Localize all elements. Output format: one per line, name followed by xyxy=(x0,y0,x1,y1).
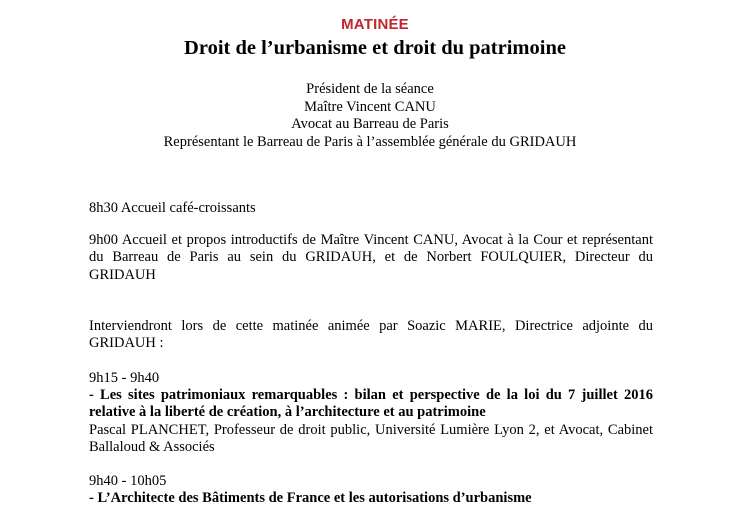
president-representation: Représentant le Barreau de Paris à l’assemblée générale du GRIDAUH xyxy=(163,133,577,150)
president-name: Maître Vincent CANU xyxy=(304,98,436,115)
president-title: Avocat au Barreau de Paris xyxy=(291,116,449,133)
agenda-welcome: 8h30 Accueil café-croissants xyxy=(89,200,256,216)
document-title: Droit de l’urbanisme et droit du patrimoine xyxy=(184,37,566,59)
talk2-time: 9h40 - 10h05 xyxy=(89,473,167,489)
talk2-title: - L’Architecte des Bâtiments de France et les autorisations d’urbanisme xyxy=(89,490,532,506)
agenda-opening: 9h00 Accueil et propos introductifs de Maître Vincent CANU, Avocat à la Cour et représentant du Barreau de Paris au sein du GRIDAUH, et de Norbert FOULQUIER, Directeur du GRIDAUH xyxy=(89,232,653,283)
session-presidency xyxy=(0,81,740,151)
talk1-speaker: Pascal PLANCHET, Professeur de droit public, Université Lumière Lyon 2, et Avocat, Cabinet Ballaloud & Associés xyxy=(89,422,653,456)
presidency-role: Président de la séance xyxy=(306,81,434,97)
session-label: MATINÉE xyxy=(341,16,409,33)
talk1-time: 9h15 - 9h40 xyxy=(89,370,160,386)
agenda-intro: Interviendront lors de cette matinée animée par Soazic MARIE, Directrice adjointe du GRIDAUH : xyxy=(89,318,653,352)
talk1-title: - Les sites patrimoniaux remarquables : bilan et perspective de la loi du 7 juillet 2016 relative à la liberté de création, à l’architecture et au patrimoine xyxy=(89,387,653,421)
